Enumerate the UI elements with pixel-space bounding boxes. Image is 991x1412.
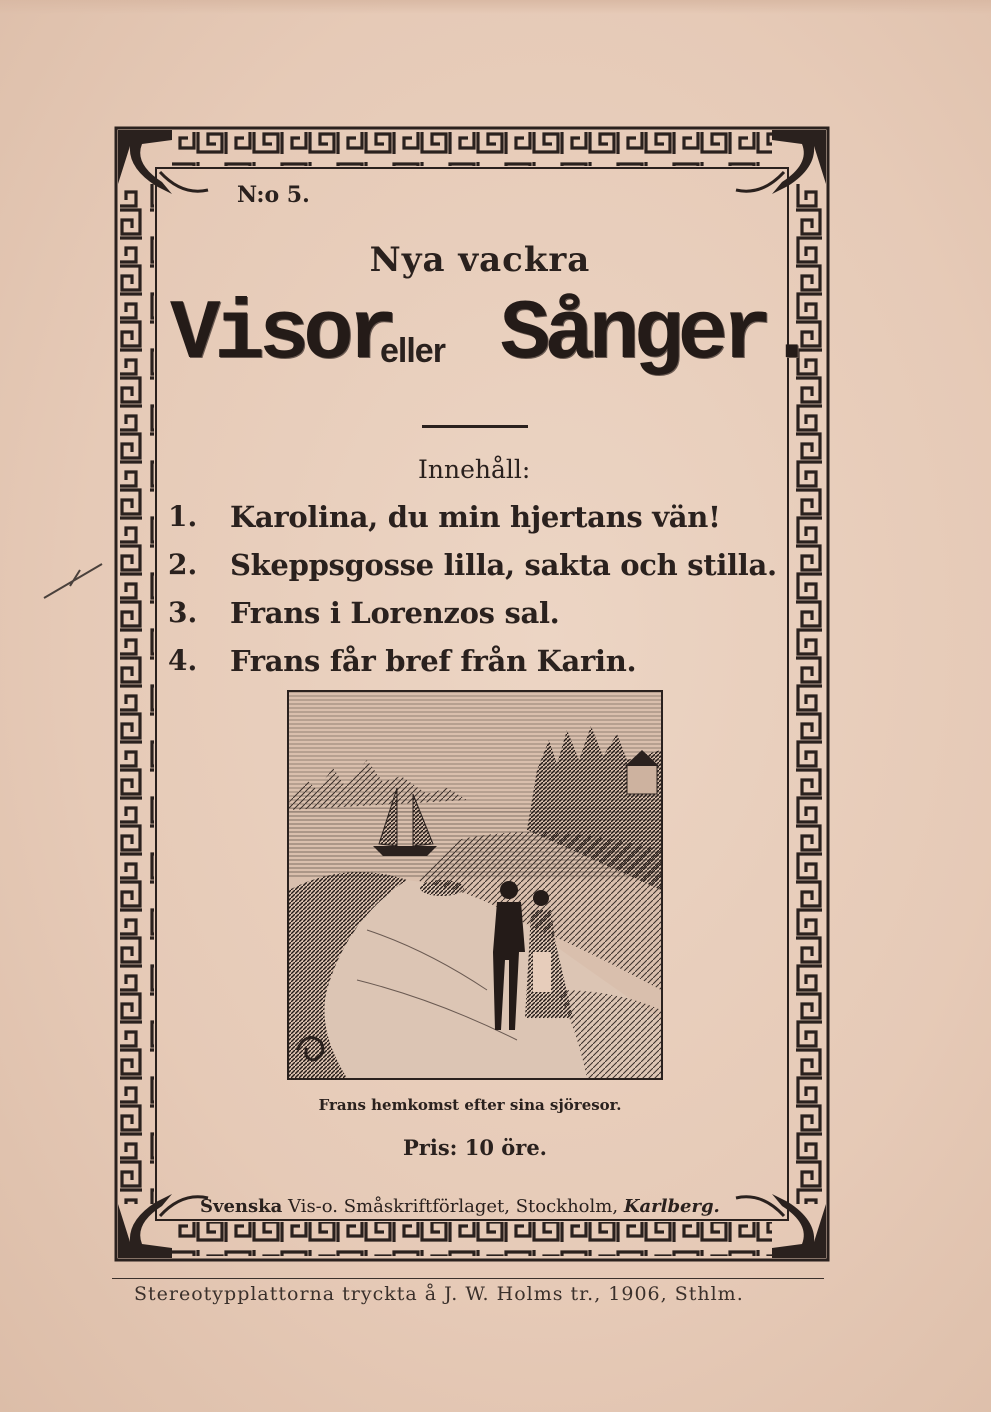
divider-rule (422, 425, 528, 428)
contents-item (168, 500, 798, 548)
engraving-illustration (287, 690, 663, 1080)
title-word-eller: eller (380, 332, 445, 370)
contents-item-title: Frans får bref från Karin. (230, 644, 637, 678)
main-title (170, 288, 811, 388)
contents-item-title: Karolina, du min hjertans vän! (230, 500, 721, 534)
contents-item-title: Skeppsgosse lilla, sakta och stilla. (230, 548, 777, 582)
pencil-mark (40, 556, 110, 610)
issue-number: N:o 5. (237, 182, 310, 208)
title-word-visor: Visor (170, 288, 393, 383)
contents-item-number: 2. (168, 548, 198, 581)
contents-item-number: 1. (168, 500, 198, 533)
table-of-contents (168, 500, 798, 692)
contents-item (168, 644, 798, 692)
contents-item-title: Frans i Lorenzos sal. (230, 596, 560, 630)
publisher-line (200, 1196, 720, 1217)
contents-item-number: 4. (168, 644, 198, 677)
paper-fold-shadow (0, 0, 991, 14)
contents-item-number: 3. (168, 596, 198, 629)
contents-item (168, 548, 798, 596)
contents-heading: Innehåll: (418, 455, 531, 484)
imprint-rule (112, 1278, 824, 1279)
subtitle: Nya vackra (369, 240, 591, 280)
contents-item (168, 596, 798, 644)
publisher-bold: Svenska (200, 1196, 283, 1217)
price: Pris: 10 öre. (403, 1135, 547, 1160)
title-word-sanger: Sånger. (500, 288, 811, 383)
illustration-caption: Frans hemkomst efter sina sjöresor. (318, 1096, 622, 1114)
printer-imprint: Stereotypplattorna tryckta å J. W. Holms tr., 1906, Sthlm. (134, 1283, 744, 1305)
publisher-main: Vis-o. Småskriftförlaget, Stockholm, (288, 1196, 619, 1217)
publisher-location: Karlberg. (623, 1196, 720, 1217)
